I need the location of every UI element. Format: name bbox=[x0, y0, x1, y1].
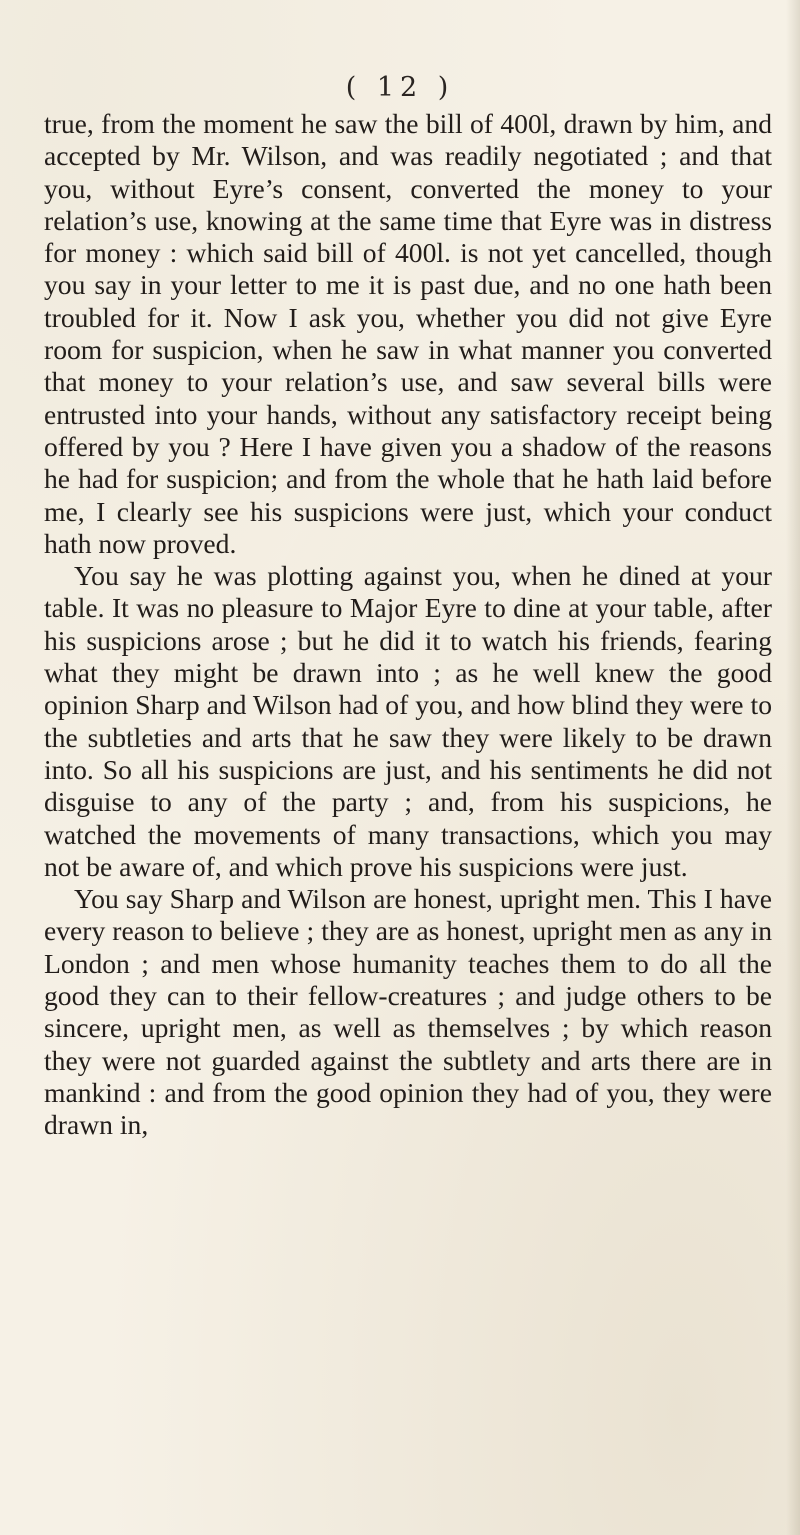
page-number: ( 12 ) bbox=[345, 72, 455, 103]
paragraph-plotting: You say he was plotting against you, when he dined at your table. It was no pleasure to Major Eyre to dine at your table, after his suspicions arose ; but he did it to watch his friends, fearing what they might be drawn into ; as he well knew the good opinion Sharp and Wilson had of you, and how blind they were to the subtleties and arts that he saw they were likely to be drawn into. So all his suspicions are just, and his sentiments he did not disguise to any of the party ; and, from his suspicions, he watched the movements of many transactions, which you may not be aware of, and which prove his suspicions were just. bbox=[44, 560, 772, 882]
body-text bbox=[44, 108, 772, 1142]
paragraph-sharp-wilson: You say Sharp and Wilson are honest, upright men. This I have every reason to believe ; they are as honest, upright men as any in London ; and men whose humanity teaches them to do all the good they can to their fellow-creatures ; and judge others to be sincere, upright men, as well as themselves ; by which reason they were not guarded against the subtlety and arts there are in mankind : and from the good opinion they had of you, they were drawn in, bbox=[44, 883, 772, 1141]
page-edge-shadow bbox=[786, 0, 800, 1535]
paragraph-continued: true, from the moment he saw the bill of 400l, drawn by him, and accepted by Mr. Wilson, and was readily negotiated ; and that you, without Eyre’s consent, converted the money to your relation’s use, knowing at the same time that Eyre was in distress for money : which said bill of 400l. is not yet cancelled, though you say in your letter to me it is past due, and no one hath been troubled for it. Now I ask you, whether you did not give Eyre room for suspicion, when he saw in what manner you converted that money to your relation’s use, and saw several bills were entrusted into your hands, without any satisfactory receipt being offered by you ? Here I have given you a shadow of the reasons he had for suspicion; and from the whole that he hath laid before me, I clearly see his suspicions were just, which your conduct hath now proved. bbox=[44, 108, 772, 559]
